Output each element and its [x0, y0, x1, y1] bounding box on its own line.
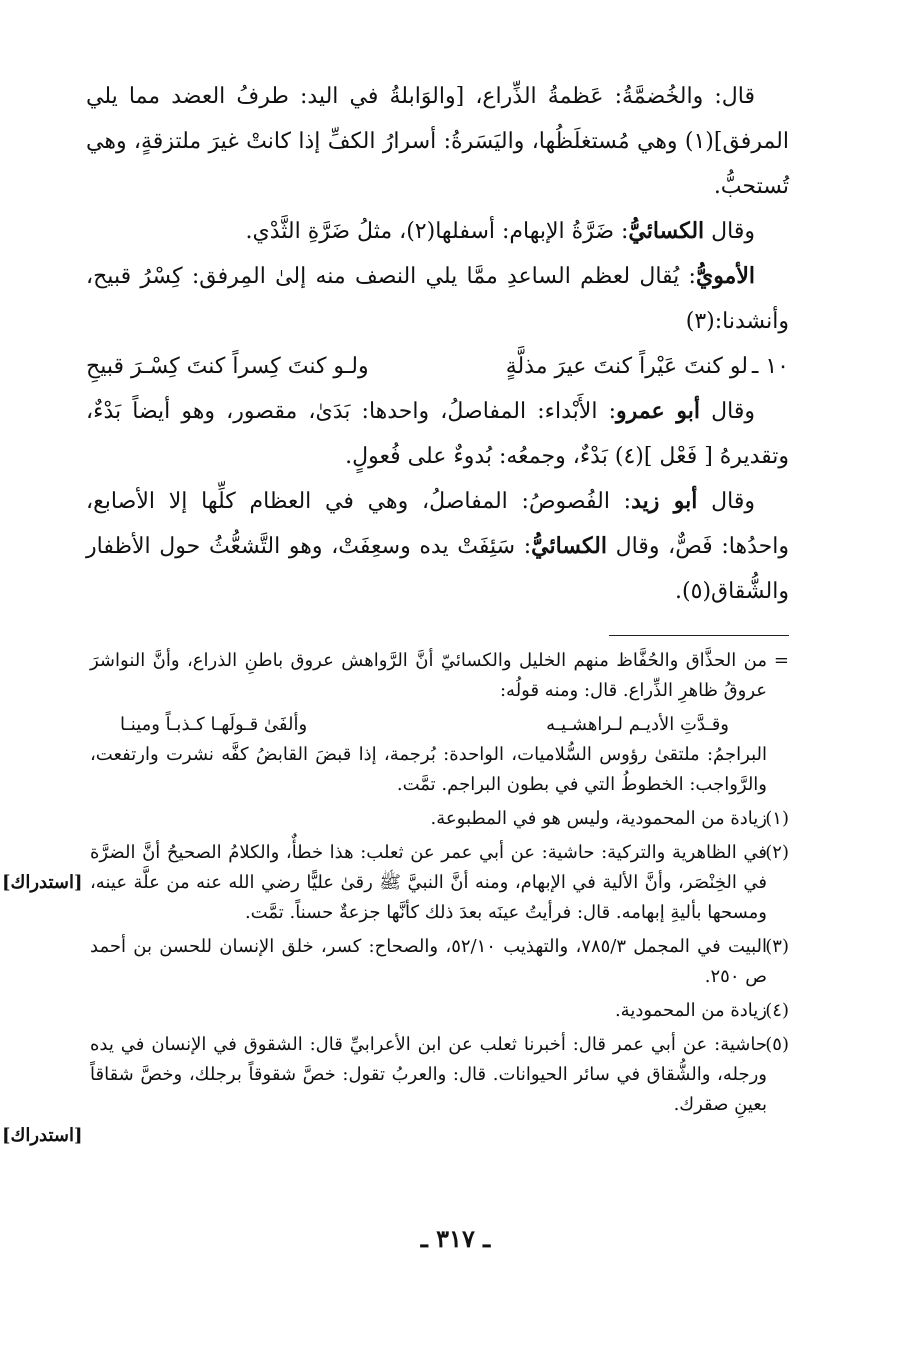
paragraph-2 [86, 209, 789, 254]
author-name: الكسائيُّ [628, 218, 705, 244]
istidrak-marker: [استدراك] [2, 1125, 83, 1146]
text: في الظاهرية والتركية: حاشية: عن أبي عمر عن ثعلب: هذا خطأٌ، والكلامُ الصحيحُ أنَّ الضرَّة في الخِنْصَر، وأنَّ الألية في الإبهام، ومنه أنَّ النبيَّ ﷺ رقىٰ عليًّا رضي الله عنه من علَّة عينه، ومسحها بأليةِ إبهامه. قال: فرأيتُ عينَه بعدَ ذلك كأنَّها جزعةٌ حسناً. تمَّت. [90, 842, 767, 923]
page-number: ـ ٣١٧ ـ [420, 1224, 491, 1253]
footnote-number: (٣) [765, 936, 789, 957]
text: حاشية: عن أبي عمر قال: أخبرنا ثعلب عن ابن الأعرابيِّ قال: الشقوق في الإنسان في يده ورجله، والشُّقاق في سائر الحيوانات. قال: والعربُ تقول: خصَّ شقوقاً برجلك، وخصَّ شقاقاً بعينِ صقرك. [90, 1034, 767, 1115]
footnote-poem [90, 710, 789, 740]
footnote-number: (١) [765, 808, 789, 829]
paragraph-4 [86, 389, 789, 479]
footnote-number: (٢) [765, 842, 789, 863]
author-name: الكسائيُّ [531, 533, 607, 559]
footnote-3 [90, 932, 789, 992]
poem-hemistich-2: وألفَىٰ قـولَهـا كـذبـاً ومينـا [120, 714, 308, 735]
paragraph-5 [86, 479, 789, 614]
text: وقال [704, 219, 755, 244]
text: زيادة من المحمودية، وليس هو في المطبوعة. [430, 808, 767, 829]
footnote-continuation [90, 646, 789, 706]
text: من الحذَّاق والحُفَّاظ منهم الخليل والكسائيّ أنَّ الرَّواهش عروق باطنِ الذراع، وأنَّ النواشرَ عروقُ ظاهرِ الذِّراع. قال: ومنه قولُه: [90, 650, 767, 701]
text: : الفُصوصُ: المفاصلُ، وهي في العظام كلِّها إلا الأصابع، واحدُها: فَصٌّ، وقال [86, 489, 789, 559]
text: : الأَبْداء: المفاصلُ، واحدها: بَدَىٰ، مقصور، وهو أيضاً بَدْءٌ، وتقديرهُ [ فَعْل ](٤) بَدْءٌ، وجمعُه: بُدوءٌ على فُعولٍ. [86, 399, 789, 469]
text: : ضَرَّةُ الإبهام: أسفلها(٢)، مثلُ ضَرَّةِ الثَّدْي. [245, 219, 629, 244]
footnote-5 [90, 1030, 789, 1120]
istidrak-marker: [استدراك] [2, 872, 83, 893]
verse [86, 344, 789, 389]
footnote-number: (٤) [765, 1000, 789, 1021]
text: : يُقال لعظم الساعدِ ممَّا يلي النصف منه إلىٰ المِرفق: كِسْرُ قبيح، وأنشدنا:(٣) [86, 264, 789, 334]
author-name: الأمويُّ [695, 263, 755, 289]
footnote-continuation-2: البراجمُ: ملتقىٰ رؤوس السُّلاميات، الواحدة: بُرجمة، إذا قبضَ القابضُ كفَّه نشرت وارتفعت، والرَّواجب: الخطوطُ التي في بطون البراجم. تمَّت. [90, 744, 767, 795]
poem-hemistich-1: وقـدَّتِ الأديـم لـراهشـيـه [546, 714, 729, 735]
footnotes [90, 646, 789, 1124]
text: وقال [697, 489, 756, 514]
verse-number: ١٠ ـ [751, 354, 789, 379]
paragraph-1: قال: والخُضمَّةُ: عَظمةُ الذِّراع، [والوَابلةُ في اليد: طرفُ العضد مما يلي المرفق](١) وهي مُستغلَظُها، واليَسَرةُ: أسرارُ الكفِّ إذا كانتْ غيرَ ملتزقةٍ، وهي تُستحبُّ. [86, 84, 789, 199]
verse-hemistich-2: ولـو كنتَ كِسراً كنتَ كِسْـرَ قبيحِ [86, 354, 369, 379]
footnote-4 [90, 996, 789, 1026]
footnote-2 [90, 838, 789, 928]
footnote-1 [90, 804, 789, 834]
main-text [86, 74, 789, 614]
paragraph-3 [86, 254, 789, 344]
author-name: أبو عمرو [616, 398, 701, 424]
footnote-number: (٥) [765, 1034, 789, 1055]
text: البيت في المجمل ٧٨٥/٣، والتهذيب ٥٢/١٠، والصحاح: كسر، خلق الإنسان للحسن بن أحمد ص ٢٥٠. [90, 936, 767, 987]
verse-hemistich-1: لو كنتَ عَيْراً كنتَ عيرَ مذلَّةٍ [505, 354, 748, 379]
continuation-mark: = [773, 650, 789, 671]
footnote-separator [609, 635, 789, 636]
text: وقال [700, 399, 756, 424]
author-name: أبو زيد [631, 488, 698, 514]
text: : سَئِفَتْ يده وسعِفَتْ، وهو التَّشعُّثُ حول الأظفار والشُّقاق(٥). [86, 534, 789, 604]
text: زيادة من المحمودية. [614, 1000, 767, 1021]
